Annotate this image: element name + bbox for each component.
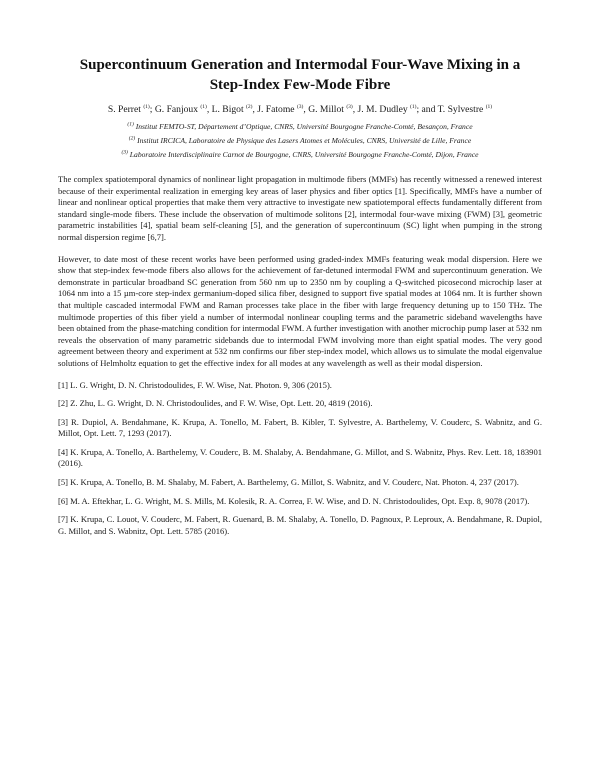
affiliation-2: $^{(2)}$ Institut IRCICA, Laboratoire de Physique des Lasers Atomes et Molécules, CNRS, Université de Lille, France (128, 135, 472, 145)
title-line-1: Supercontinuum Generation and Intermodal Four-Wave Mixing in a (79, 57, 521, 73)
reference-5: [5] K. Krupa, A. Tonello, B. M. Shalaby, M. Fabert, A. Barthelemy, G. Millot, S. Wabnitz, and V. Couderc, Nat. Photon. 4, 237 (2017). (58, 477, 519, 488)
author: L. Bigot $^{(2)}$, (211, 103, 258, 115)
affiliation-3: $^{(3)}$ Laboratoire Interdisciplinaire Carnot de Bourgogne, CNRS, Université Bourgogne Franche-Comté, Dijon, France (121, 149, 479, 159)
paragraph-1: The complex spatiotemporal dynamics of nonlinear light propagation in multimode fibers (MMFs) has recently witnessed a renewed interest because of their experimental realization in emerging key areas of laser physics and fiber optics [1]. Specifically, MMFs have a number of linear and nonlinear optical properties that make them very attractive to investigate new spatiotemporal effects fundamentally different from standard single-mode fibers. These include the observation of multimode solitons [2], intermodal four-wave mixing (FWM) [3], geometric parametric instabilities [4], spatial beam self-cleaning [5], and the generation of supercontinuum (SC) light when pumping in the strong normal dispersion regime [6,7]. (58, 174, 542, 242)
reference-1: [1] L. G. Wright, D. N. Christodoulides, F. W. Wise, Nat. Photon. 9, 306 (2015). (58, 379, 332, 390)
title-line-2: Step-Index Few-Mode Fibre (209, 77, 391, 93)
reference-7: [7] K. Krupa, C. Louot, V. Couderc, M. Fabert, R. Guenard, B. M. Shalaby, A. Tonello, D. Pagnoux, P. Leproux, A. Bendahmane, R. Dupiol, G. Millot, and S. Wabnitz, Opt. Lett. 5785 (2016). (58, 514, 542, 536)
reference-3: [3] R. Dupiol, A. Bendahmane, K. Krupa, A. Tonello, M. Fabert, B. Kibler, T. Sylvestre, A. Barthelemy, V. Couderc, S. Wabnitz, and G. Millot, Opt. Lett. 7, 1293 (2017). (58, 416, 542, 439)
paper-title (58, 55, 542, 95)
abstract-body (58, 174, 542, 370)
author: J. Fatome $^{(3)}$, (257, 103, 309, 115)
reference-list (58, 380, 542, 538)
affiliation-1: $^{(1)}$ Institut FEMTO-ST, Département d’Optique, CNRS, Université Bourgogne Franche-Comté, Besançon, France (127, 121, 473, 131)
author: J. M. Dudley $^{(1)}$; and (357, 103, 438, 115)
reference-4: [4] K. Krupa, A. Tonello, A. Barthelemy, V. Couderc, B. M. Shalaby, A. Bendahmane, G. Millot, and S. Wabnitz, Phys. Rev. Lett. 18, 183901 (2016). (58, 446, 542, 469)
author: G. Fanjoux $^{(1)}$, (154, 103, 212, 115)
reference-2: [2] Z. Zhu, L. G. Wright, D. N. Christodoulides, and F. W. Wise, Opt. Lett. 20, 4819 (2016). (58, 398, 373, 409)
author: S. Perret $^{(1)}$; (107, 103, 155, 115)
paragraph-2: However, to date most of these recent works have been performed using graded-index MMFs featuring weak modal dispersion. Here we show that step-index few-mode fibers also allows for the achievement of far-detuned intermodal FWM and supercontinuum generation. We demonstrate in particular broadband SC generation from 560 nm up to 2350 nm by coupling a Q-switched picosecond microchip laser at 1064 nm into a 15 µm-core step-index germanium-doped silica fiber, designed to support five spatial modes at 1064 nm. It is further shown that multiple cascaded intermodal FWM and Raman processes take place in the fiber with large frequency detuning up to 150 THz. The multimode properties of this fiber yield a number of intermodal nonlinear coupling terms and the parametric sideband wavelengths have been obtained from the phase-matching condition for intermodal FWM. A further investigation with another microchip pump laser at 532 nm reveals the observation of many parametric sidebands due to intermodal FWM involving more than eight spatial modes. The very good agreement between theory and experiment at 532 nm confirms our fiber step-index model, which allows us to simulate the modal eigenvalue solutions of Helmholtz equation to get the effective index for all modes at any wavelength as well as their modal dispersion. (58, 253, 542, 368)
author: G. Millot $^{(3)}$, (308, 103, 358, 115)
author-list (58, 103, 542, 117)
author: T. Sylvestre $^{(1)}$ (437, 103, 493, 115)
reference-6: [6] M. A. Eftekhar, L. G. Wright, M. S. Mills, M. Kolesik, R. A. Correa, F. W. Wise, and D. N. Christodoulides, Opt. Exp. 8, 9078 (2017). (58, 495, 530, 506)
